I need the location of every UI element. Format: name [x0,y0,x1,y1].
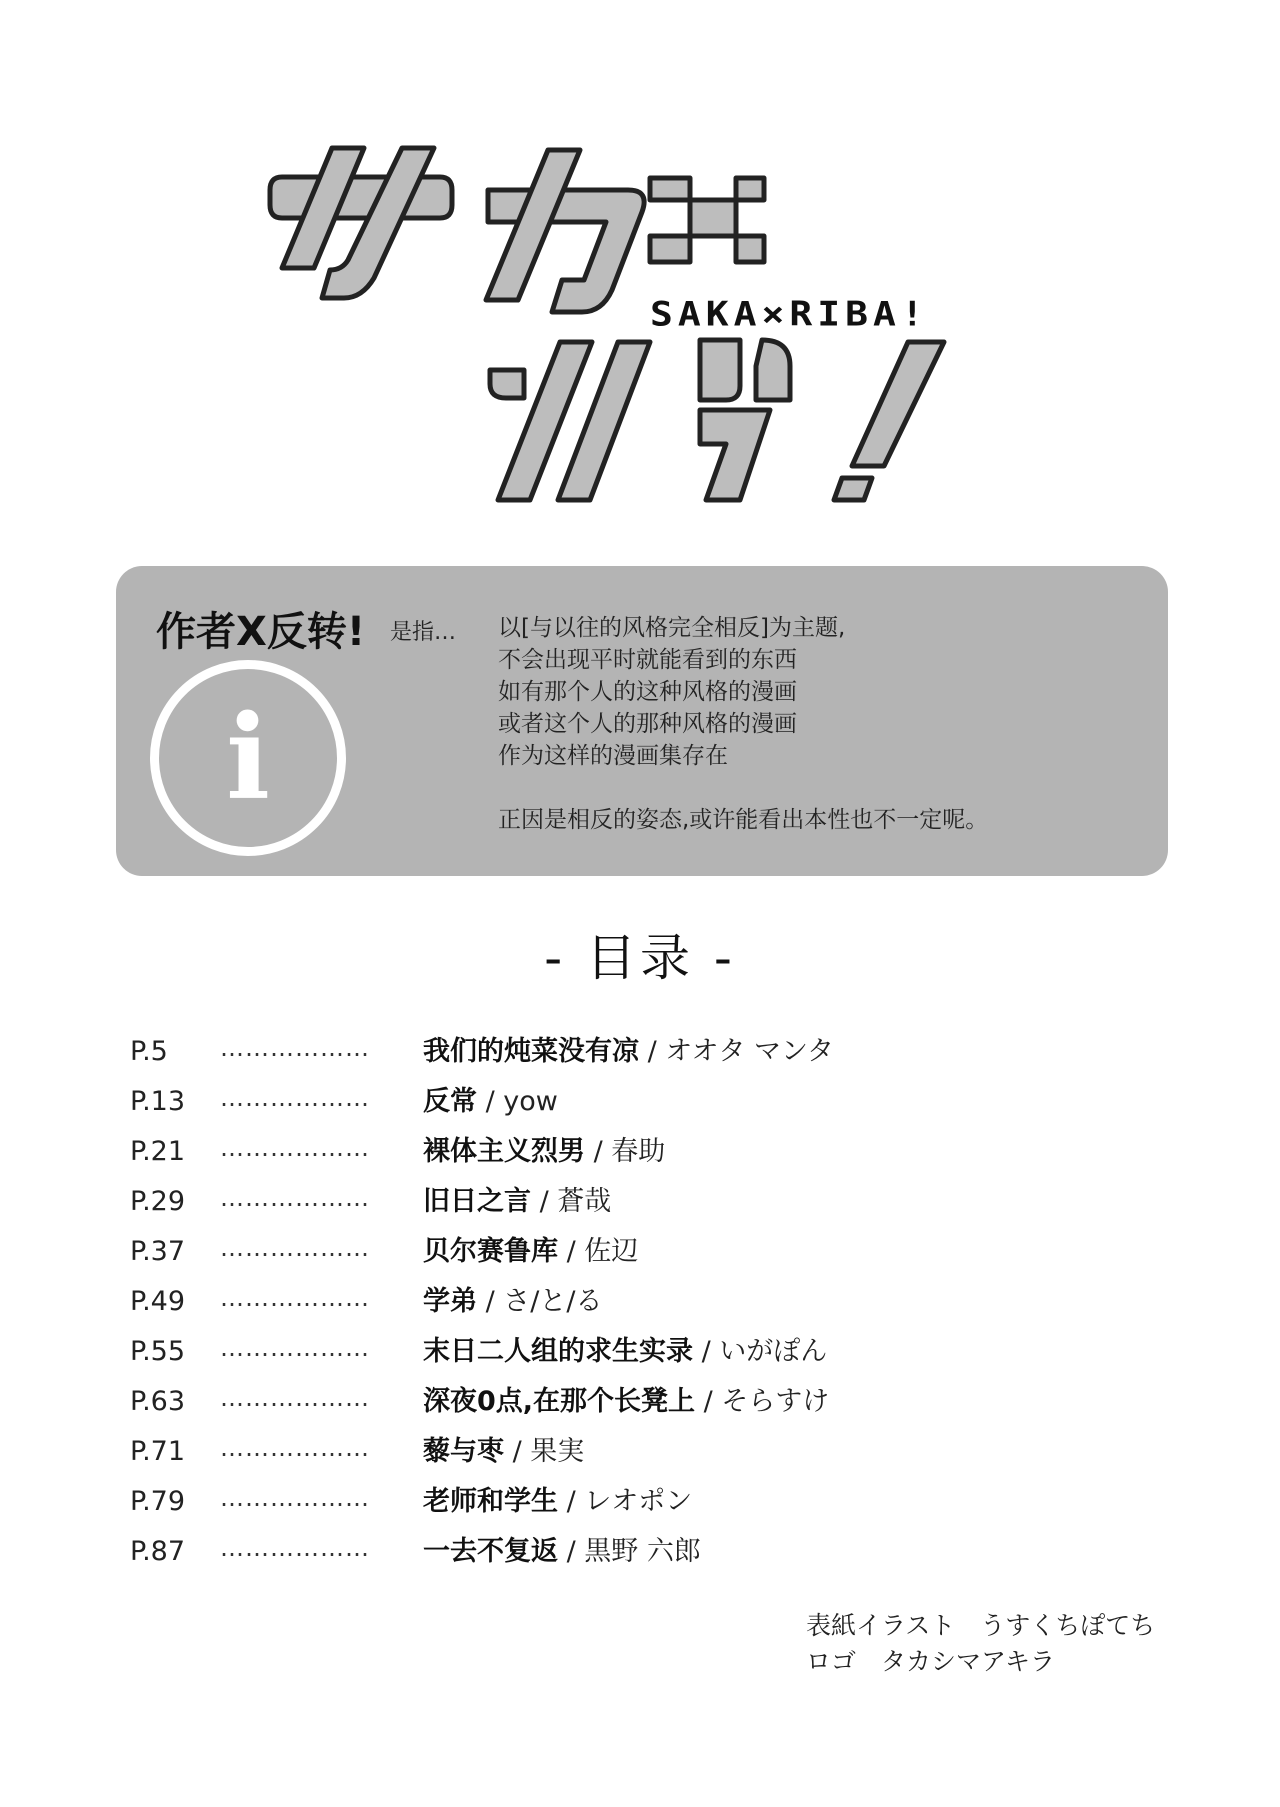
toc-entry[interactable]: P.87 ……………… 一去不复返 / 黒野 六郎 [130,1530,1180,1574]
toc-author: 佐辺 [584,1236,639,1267]
toc-title: 旧日之言 [423,1186,531,1217]
toc-entry[interactable]: P.37 ……………… 贝尔赛鲁库 / 佐辺 [130,1230,1180,1274]
toc-page-number: P.29 [130,1186,186,1217]
toc-title: 学弟 [423,1286,477,1317]
logo-subtitle: SAKA×RIBA! [650,294,929,334]
toc-author: 蒼哉 [557,1186,612,1217]
title-logo [0,0,1280,540]
toc-leader-dots: ……………… [220,1234,370,1262]
toc-entry[interactable]: P.49 ……………… 学弟 / さ/と/る [130,1280,1180,1324]
toc-entry[interactable]: P.79 ……………… 老师和学生 / レオポン [130,1480,1180,1524]
info-icon: i [150,660,346,856]
toc-leader-dots: ……………… [220,1134,370,1162]
info-title: 作者X反转! [156,609,366,655]
info-line: 不会出现平时就能看到的东西 [498,647,797,673]
toc-entry[interactable]: P.63 ……………… 深夜0点,在那个长凳上 / そらすけ [130,1380,1180,1424]
toc-title: 反常 [423,1086,477,1117]
toc-leader-dots: ……………… [220,1534,370,1562]
toc-leader-dots: ……………… [220,1184,370,1212]
toc-entry[interactable]: P.21 ……………… 裸体主义烈男 / 春助 [130,1130,1180,1174]
toc-entry[interactable]: P.55 ……………… 末日二人组的求生实录 / いがぽん [130,1330,1180,1374]
toc-author: オオタ マンタ [665,1036,834,1067]
toc-page-number: P.5 [130,1036,168,1067]
toc-entry[interactable]: P.13 ……………… 反常 / yow [130,1080,1180,1124]
toc-leader-dots: ……………… [220,1284,370,1312]
info-line: 或者这个人的那种风格的漫画 [498,711,797,737]
info-line: 作为这样的漫画集存在 [498,743,728,769]
info-line [498,772,988,804]
toc-leader-dots: ……………… [220,1384,370,1412]
toc-leader-dots: ……………… [220,1334,370,1362]
toc-author: さ/と/る [503,1286,603,1317]
toc-title: 藜与枣 [423,1436,504,1467]
toc-page-number: P.55 [130,1336,186,1367]
toc-title: 老师和学生 [423,1486,558,1517]
toc-page-number: P.13 [130,1086,186,1117]
info-line: 以[与以往的风格完全相反]为主题, [498,615,846,641]
toc-leader-dots: ……………… [220,1484,370,1512]
info-line: 如有那个人的这种风格的漫画 [498,679,797,705]
toc-page-number: P.21 [130,1136,186,1167]
toc-author: yow [503,1086,558,1117]
toc-page-number: P.79 [130,1486,186,1517]
toc-title: 深夜0点,在那个长凳上 [423,1386,696,1417]
toc-title: 我们的炖菜没有凉 [423,1036,639,1067]
toc-author: 春助 [611,1136,666,1167]
credit-cover-illustration: 表紙イラスト うすくちぽてち [806,1611,1156,1640]
toc-author: いがぽん [719,1336,828,1367]
info-subtitle: 是指… [390,620,457,645]
toc-author: レオポン [584,1486,693,1517]
toc-leader-dots: ……………… [220,1434,370,1462]
toc-page-number: P.71 [130,1436,186,1467]
info-line: 正因是相反的姿态,或许能看出本性也不一定呢。 [498,807,989,833]
toc-title: 一去不复返 [423,1536,558,1567]
toc-author: 黒野 六郎 [584,1536,701,1567]
toc-leader-dots: ……………… [220,1084,370,1112]
info-description [498,612,988,836]
toc-page-number: P.37 [130,1236,186,1267]
toc-author: 果実 [530,1436,585,1467]
toc-heading: - 目录 - [544,929,736,987]
toc-page-number: P.49 [130,1286,186,1317]
toc-page-number: P.63 [130,1386,186,1417]
toc-leader-dots: ……………… [220,1034,370,1062]
credit-logo-design: ロゴ タカシマアキラ [806,1647,1056,1676]
toc-entry[interactable]: P.29 ……………… 旧日之言 / 蒼哉 [130,1180,1180,1224]
toc-title: 末日二人组的求生实录 [423,1336,693,1367]
toc-entry[interactable]: P.71 ……………… 藜与枣 / 果実 [130,1430,1180,1474]
toc-page-number: P.87 [130,1536,186,1567]
toc-entry[interactable]: P.5 ……………… 我们的炖菜没有凉 / オオタ マンタ [130,1030,1180,1074]
toc-title: 裸体主义烈男 [423,1136,585,1167]
toc-author: そらすけ [721,1386,830,1417]
toc-title: 贝尔赛鲁库 [423,1236,558,1267]
